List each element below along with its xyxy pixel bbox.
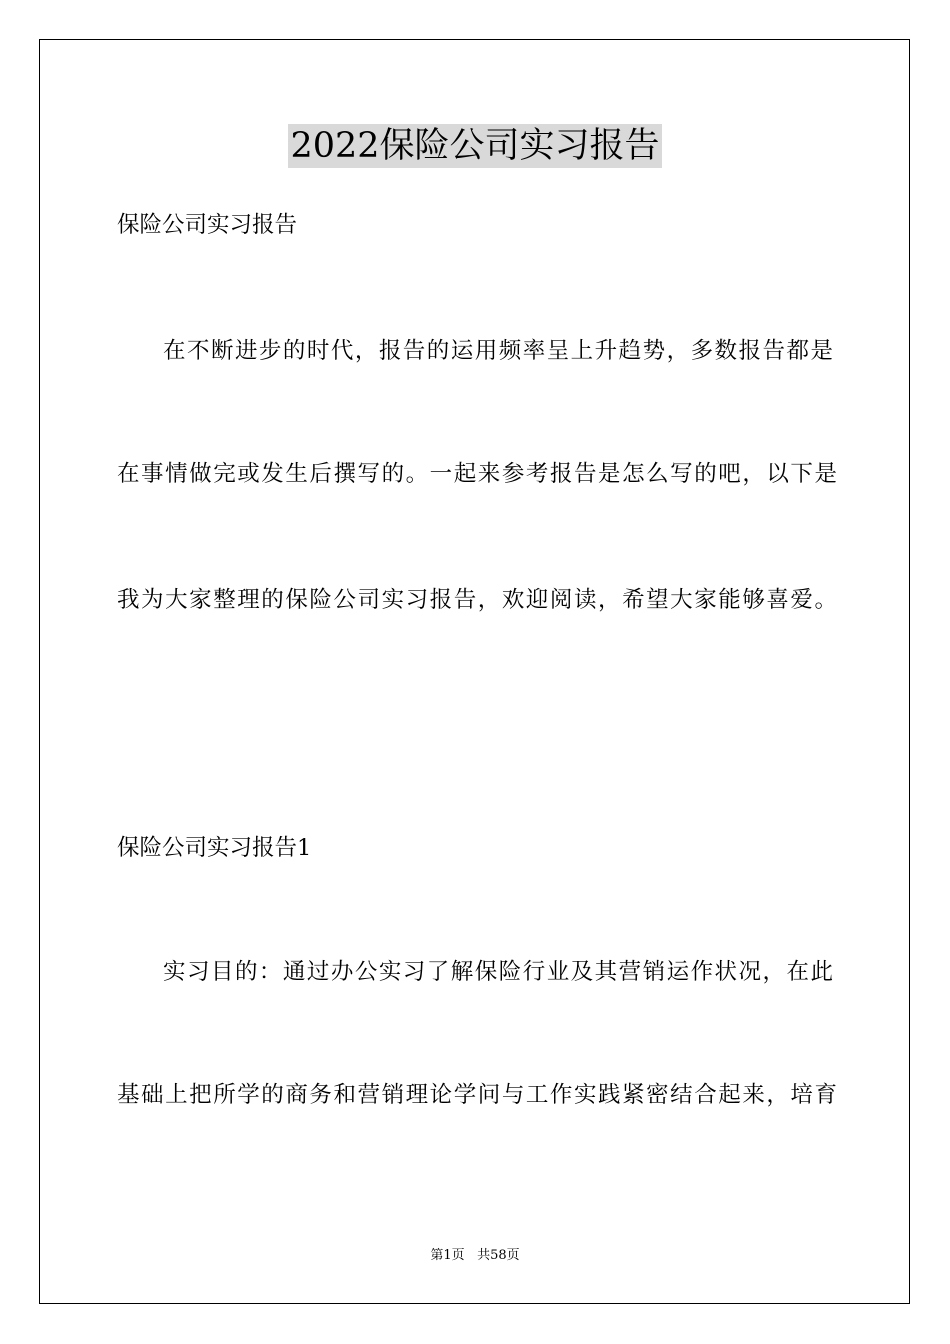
intro-paragraph-line-2: 在事情做完或发生后撰写的。一起来参考报告是怎么写的吧，以下是 bbox=[117, 461, 837, 487]
section-paragraph-line-2: 基础上把所学的商务和营销理论学问与工作实践紧密结合起来，培育 bbox=[117, 1082, 837, 1108]
document-title: 2022保险公司实习报告 bbox=[290, 126, 660, 166]
document-subtitle: 保险公司实习报告 bbox=[117, 212, 298, 238]
page-footer bbox=[0, 1247, 950, 1265]
intro-paragraph-line-1: 在不断进步的时代，报告的运用频率呈上升趋势，多数报告都是 bbox=[163, 338, 833, 364]
title-container bbox=[0, 124, 950, 168]
section-heading: 保险公司实习报告1 bbox=[117, 835, 312, 861]
section-paragraph-line-1: 实习目的：通过办公实习了解保险行业及其营销运作状况，在此 bbox=[163, 959, 833, 985]
intro-paragraph-line-3: 我为大家整理的保险公司实习报告，欢迎阅读，希望大家能够喜爱。 bbox=[117, 587, 837, 613]
page-number: 第1页 bbox=[430, 1248, 465, 1263]
total-pages: 共58页 bbox=[477, 1248, 520, 1263]
